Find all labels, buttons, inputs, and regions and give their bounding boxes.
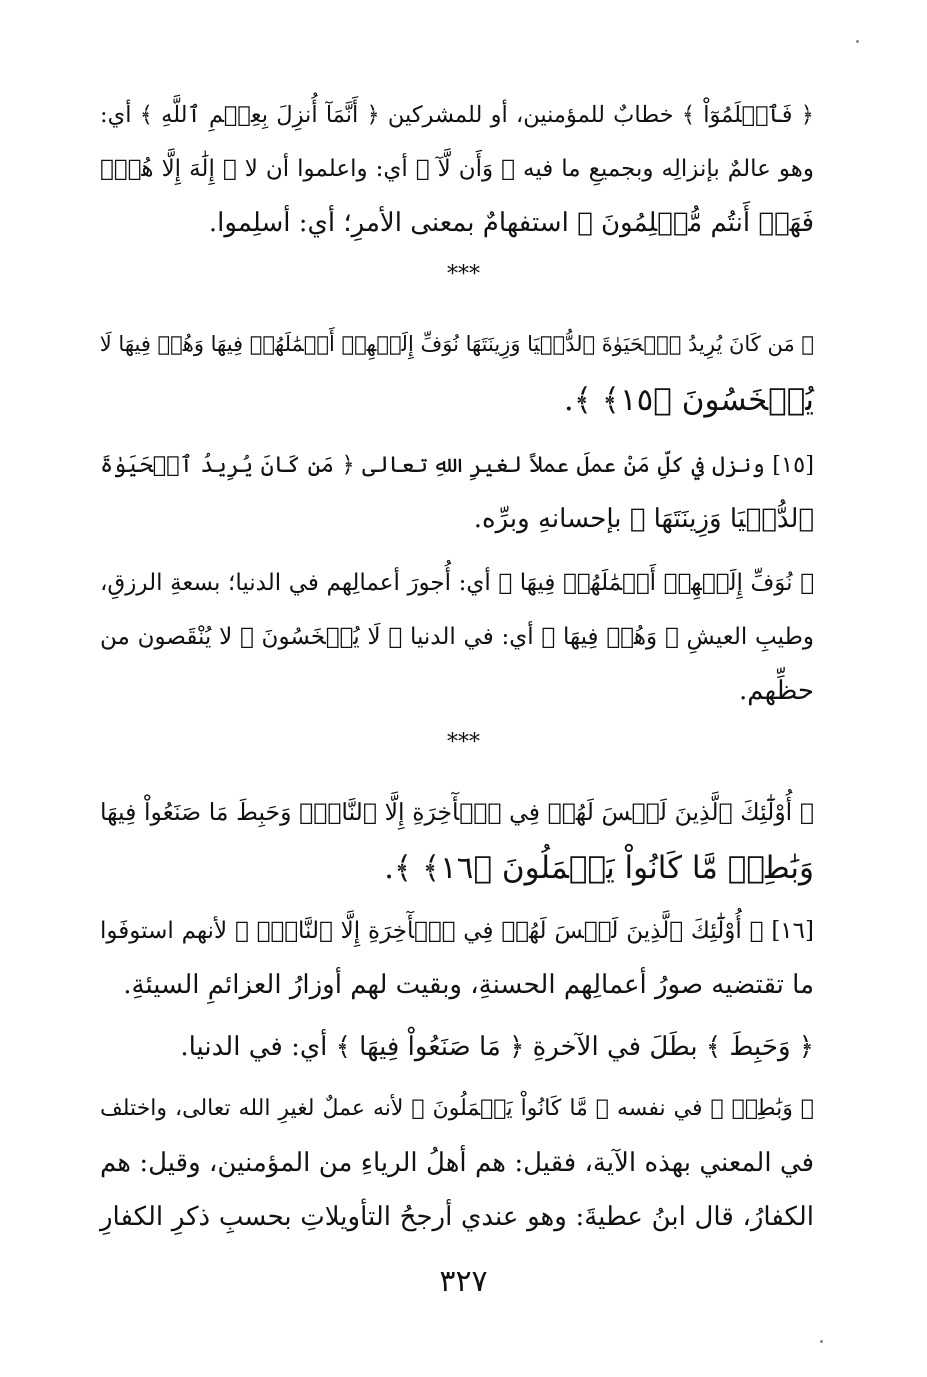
scan-speck: [820, 1340, 823, 1343]
text-line: ﴿ فَٱعۡلَمُوٓاْ ﴾ خطابٌ للمؤمنين، أو للمشركين ﴿ أَنَّمَآ أُنزِلَ بِعِلۡمِ ٱللَّهِ ﴾ أي:: [100, 102, 814, 128]
page-number: ٣٢٧: [439, 1264, 488, 1299]
text-line: وهو عالمٌ بإنزالِه وبجميعِ ما فيه ﴿ وَأَن لَّآ ﴾ أي: واعلموا أن لا ﴿ إِلَٰهَ إِلَّا هُوَۖ: [100, 156, 814, 182]
quran-verse-16: [100, 784, 814, 896]
text-line: فَهَلۡ أَنتُم مُّسۡلِمُونَ ﴾ استفهامٌ بمعنى الأمرِ؛ أي: أسلِموا.: [208, 208, 814, 238]
text-line: وطيبِ العيشِ ﴿ وَهُمۡ فِيهَا ﴾ أي: في الدنيا ﴿ لَا يُبۡخَسُونَ ﴾ لا يُنْقَصون من: [100, 624, 814, 650]
text-line: حظِّهم.: [739, 676, 814, 706]
commentary-paragraph-1: [100, 88, 814, 250]
text-line: الكفارُ، قال ابنُ عطيةَ: وهو عندي أرجحُ التأويلاتِ بحسبِ ذكرِ الكفارِ: [100, 1202, 814, 1232]
commentary-paragraph-6: [100, 1082, 814, 1244]
text-line: ﴿ نُوَفِّ إِلَيۡهِمۡ أَعۡمَٰلَهُمۡ فِيهَا ﴾ أي: أُجورَ أعمالِهم في الدنيا؛ بسعةِ الرزقِ،: [100, 570, 814, 596]
verse-line: وَبَٰطِلٞ مَّا كَانُواْ يَعۡمَلُونَ ﴿١٦﴾ ﴾.: [384, 850, 814, 886]
text-line: ﴿ وَبَٰطِلٞ ﴾ في نفسه ﴿ مَّا كَانُواْ يَعۡمَلُونَ ﴾ لأنه عملٌ لغيرِ الله تعالى، واختلف: [100, 1096, 814, 1121]
verse-line: ﴿ أُوْلَٰٓئِكَ ٱلَّذِينَ لَيۡسَ لَهُمۡ فِي ٱلۡأٓخِرَةِ إِلَّا ٱلنَّارُۖ وَحَبِطَ مَا صَنَعُواْ فِيهَا: [100, 798, 814, 826]
section-separator: ***: [447, 730, 480, 755]
commentary-paragraph-4: [100, 904, 814, 1012]
commentary-paragraph-3: [100, 556, 814, 718]
text-line: ما تقتضيه صورُ أعمالِهم الحسنةِ، وبقيت لهم أوزارُ العزائمِ السيئةِ.: [123, 970, 814, 1000]
commentary-paragraph-5: [100, 1020, 814, 1074]
text-line: [١٦] ﴿ أُوْلَٰٓئِكَ ٱلَّذِينَ لَيۡسَ لَهُمۡ فِي ٱلۡأٓخِرَةِ إِلَّا ٱلنَّارُۖ ﴾ لأنهم استوفَوا: [100, 918, 814, 944]
text-line: [١٥] ونزل في كلِّ مَنْ عملَ عملاً لغيرِ اللهِ تعالى ﴿ مَن كَانَ يُرِيدُ ٱلۡحَيَوٰةَ: [100, 452, 814, 478]
verse-line: يُبۡخَسُونَ ﴿١٥﴾ ﴾.: [563, 382, 814, 418]
text-line: ٱلدُّنۡيَا وَزِينَتَهَا ﴾ بإحسانهِ وبرِّه.: [473, 504, 814, 534]
scan-speck: [856, 40, 859, 43]
commentary-paragraph-2: [100, 438, 814, 546]
text-line: ﴿ وَحَبِطَ ﴾ بطَلَ في الآخرةِ ﴿ مَا صَنَعُواْ فِيهَا ﴾ أي: في الدنيا.: [180, 1032, 814, 1062]
verse-line: ﴿ مَن كَانَ يُرِيدُ ٱلۡحَيَوٰةَ ٱلدُّنۡيَا وَزِينَتَهَا نُوَفِّ إِلَيۡهِمۡ أَعۡمَٰلَهُمۡ فِيهَا وَهُمۡ فِيهَا لَا: [99, 332, 814, 356]
quran-verse-15: [100, 316, 814, 428]
text-line: في المعني بهذه الآية، فقيل: هم أهلُ الرياءِ من المؤمنين، وقيل: هم: [100, 1148, 814, 1178]
section-separator: ***: [447, 262, 480, 287]
